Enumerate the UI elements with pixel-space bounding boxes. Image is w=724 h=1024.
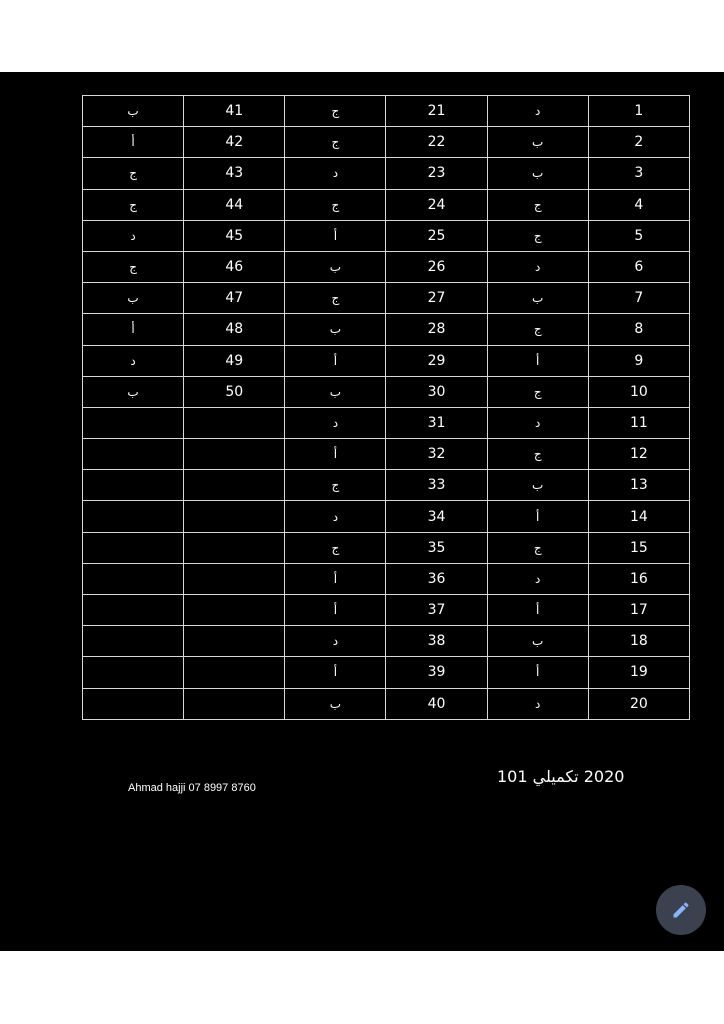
question-number-cell (184, 657, 285, 688)
answer-cell: ج (83, 189, 184, 220)
table-row (83, 376, 690, 407)
answer-key-table (82, 95, 690, 720)
edit-button[interactable] (656, 885, 706, 935)
answer-cell: ج (285, 283, 386, 314)
question-number-cell: 39 (386, 657, 487, 688)
question-number-cell: 36 (386, 563, 487, 594)
answer-cell: ج (487, 532, 588, 563)
answer-cell: د (285, 626, 386, 657)
table-row (83, 251, 690, 282)
question-number-cell: 25 (386, 220, 487, 251)
table-row (83, 595, 690, 626)
answer-cell (83, 657, 184, 688)
table-row (83, 189, 690, 220)
answer-cell (83, 688, 184, 719)
pencil-edit-icon (671, 900, 691, 920)
question-number-cell: 40 (386, 688, 487, 719)
question-number-cell: 15 (588, 532, 689, 563)
answer-cell (83, 563, 184, 594)
answer-cell: د (487, 407, 588, 438)
table-row (83, 657, 690, 688)
question-number-cell: 29 (386, 345, 487, 376)
question-number-cell (184, 439, 285, 470)
author-contact: Ahmad hajji 07 8997 8760 (128, 782, 256, 794)
question-number-cell (184, 470, 285, 501)
question-number-cell: 9 (588, 345, 689, 376)
answer-cell: ج (285, 470, 386, 501)
answer-cell: أ (285, 439, 386, 470)
question-number-cell: 26 (386, 251, 487, 282)
question-number-cell: 8 (588, 314, 689, 345)
answer-cell: ب (285, 314, 386, 345)
answer-cell: ب (487, 470, 588, 501)
answer-cell: د (83, 220, 184, 251)
question-number-cell: 45 (184, 220, 285, 251)
answer-cell: ج (487, 220, 588, 251)
table-row (83, 283, 690, 314)
question-number-cell: 44 (184, 189, 285, 220)
question-number-cell (184, 563, 285, 594)
answer-cell: أ (285, 657, 386, 688)
table-row (83, 314, 690, 345)
question-number-cell: 19 (588, 657, 689, 688)
answer-cell (83, 532, 184, 563)
question-number-cell: 35 (386, 532, 487, 563)
answer-cell: ج (285, 532, 386, 563)
answer-cell: ج (285, 96, 386, 127)
question-number-cell: 43 (184, 158, 285, 189)
document-viewer (0, 72, 724, 951)
table-row (83, 345, 690, 376)
question-number-cell (184, 501, 285, 532)
question-number-cell: 37 (386, 595, 487, 626)
question-number-cell: 34 (386, 501, 487, 532)
answer-cell: أ (487, 501, 588, 532)
question-number-cell: 30 (386, 376, 487, 407)
answer-cell: ب (487, 626, 588, 657)
question-number-cell: 5 (588, 220, 689, 251)
table-row (83, 626, 690, 657)
answer-cell (83, 501, 184, 532)
question-number-cell: 21 (386, 96, 487, 127)
answer-cell: د (285, 158, 386, 189)
question-number-cell: 1 (588, 96, 689, 127)
question-number-cell: 23 (386, 158, 487, 189)
question-number-cell: 17 (588, 595, 689, 626)
table-row (83, 407, 690, 438)
answer-cell: أ (285, 345, 386, 376)
question-number-cell: 14 (588, 501, 689, 532)
question-number-cell: 28 (386, 314, 487, 345)
answer-cell: أ (83, 314, 184, 345)
question-number-cell: 33 (386, 470, 487, 501)
answer-cell: أ (487, 595, 588, 626)
answer-cell: د (285, 501, 386, 532)
answer-cell: ب (285, 376, 386, 407)
question-number-cell: 2 (588, 127, 689, 158)
answer-cell: د (487, 96, 588, 127)
question-number-cell (184, 407, 285, 438)
question-number-cell: 7 (588, 283, 689, 314)
question-number-cell: 47 (184, 283, 285, 314)
question-number-cell: 3 (588, 158, 689, 189)
answer-cell (83, 626, 184, 657)
answer-cell: ب (83, 283, 184, 314)
answer-cell: ج (83, 251, 184, 282)
question-number-cell: 4 (588, 189, 689, 220)
answer-cell: ج (487, 189, 588, 220)
question-number-cell: 12 (588, 439, 689, 470)
answer-cell: أ (487, 657, 588, 688)
question-number-cell: 20 (588, 688, 689, 719)
question-number-cell: 41 (184, 96, 285, 127)
answer-cell: د (487, 563, 588, 594)
question-number-cell: 10 (588, 376, 689, 407)
question-number-cell: 50 (184, 376, 285, 407)
question-number-cell: 31 (386, 407, 487, 438)
answer-cell: د (83, 345, 184, 376)
question-number-cell: 24 (386, 189, 487, 220)
question-number-cell: 48 (184, 314, 285, 345)
answer-cell: أ (285, 595, 386, 626)
answer-cell (83, 439, 184, 470)
answer-cell: ج (285, 189, 386, 220)
question-number-cell (184, 688, 285, 719)
question-number-cell: 27 (386, 283, 487, 314)
answer-cell: أ (285, 563, 386, 594)
answer-cell: ب (83, 376, 184, 407)
answer-cell: ب (487, 158, 588, 189)
question-number-cell: 13 (588, 470, 689, 501)
table-row (83, 96, 690, 127)
answer-cell: د (487, 688, 588, 719)
answer-cell: ج (487, 439, 588, 470)
question-number-cell: 38 (386, 626, 487, 657)
table-row (83, 532, 690, 563)
answer-cell: ج (83, 158, 184, 189)
answer-cell: أ (83, 127, 184, 158)
answer-cell: ب (487, 283, 588, 314)
question-number-cell (184, 532, 285, 563)
question-number-cell: 46 (184, 251, 285, 282)
answer-cell: أ (487, 345, 588, 376)
question-number-cell: 42 (184, 127, 285, 158)
answer-cell: ب (285, 251, 386, 282)
answer-cell: ب (285, 688, 386, 719)
answer-cell: د (487, 251, 588, 282)
table-row (83, 563, 690, 594)
table-row (83, 470, 690, 501)
answer-cell: ج (487, 376, 588, 407)
question-number-cell: 22 (386, 127, 487, 158)
answer-cell: ب (83, 96, 184, 127)
answer-cell: ج (285, 127, 386, 158)
table-row (83, 127, 690, 158)
question-number-cell: 32 (386, 439, 487, 470)
table-row (83, 220, 690, 251)
table-row (83, 158, 690, 189)
question-number-cell: 49 (184, 345, 285, 376)
answer-cell: د (285, 407, 386, 438)
answer-cell (83, 595, 184, 626)
question-number-cell: 6 (588, 251, 689, 282)
answer-cell (83, 470, 184, 501)
answer-cell (83, 407, 184, 438)
table-row (83, 688, 690, 719)
table-row (83, 439, 690, 470)
table-row (83, 501, 690, 532)
question-number-cell: 11 (588, 407, 689, 438)
question-number-cell (184, 626, 285, 657)
answer-cell: ج (487, 314, 588, 345)
exam-title: 2020 تكميلي 101 (497, 767, 625, 786)
answer-cell: أ (285, 220, 386, 251)
question-number-cell: 18 (588, 626, 689, 657)
question-number-cell (184, 595, 285, 626)
question-number-cell: 16 (588, 563, 689, 594)
answer-cell: ب (487, 127, 588, 158)
